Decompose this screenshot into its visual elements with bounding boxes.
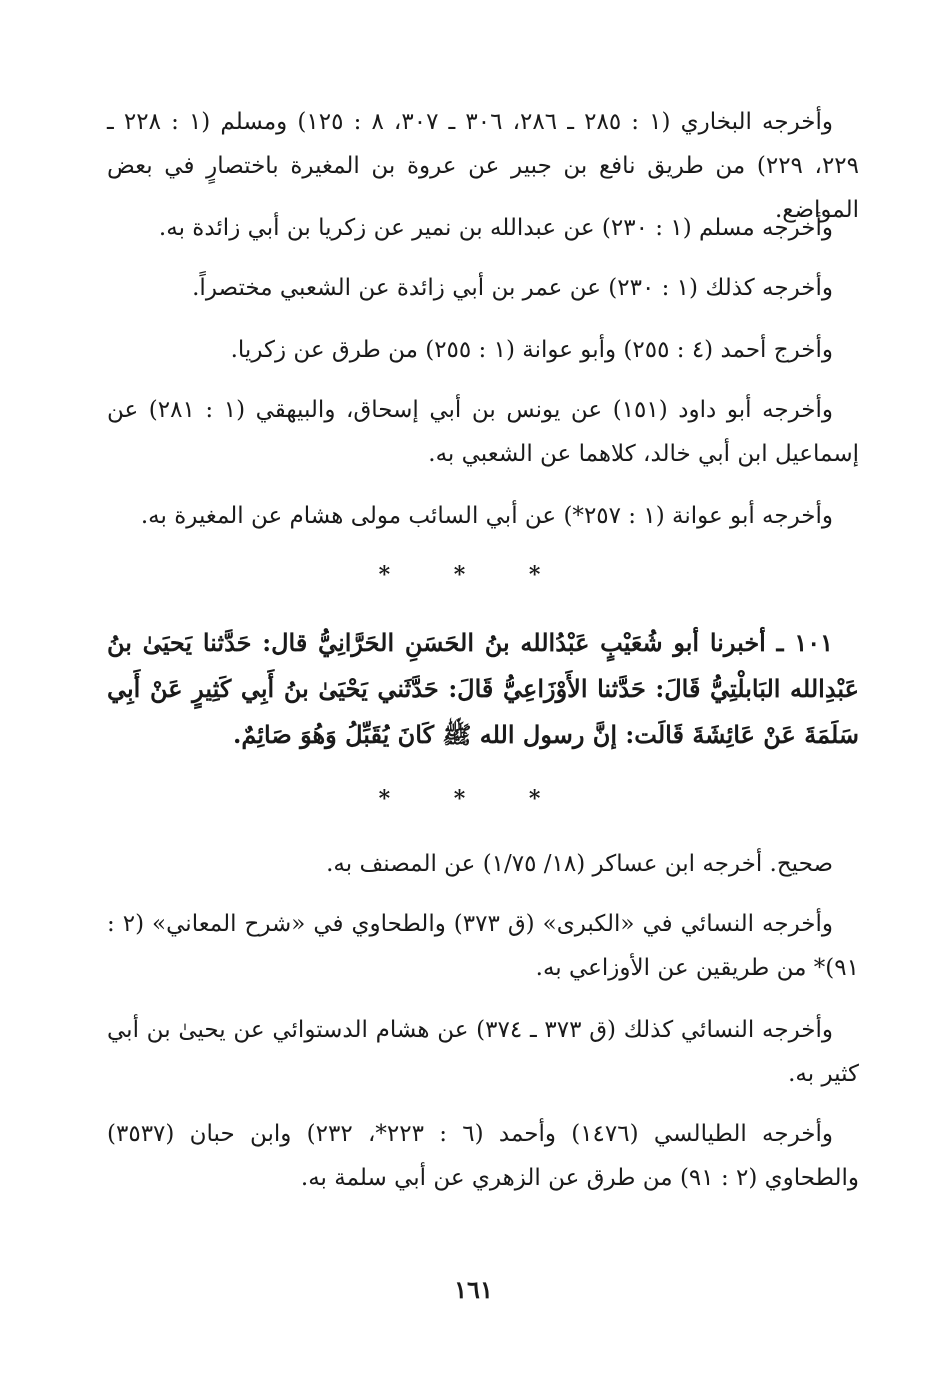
takhrij-paragraph: وأخرجه النسائي في «الكبرى» (ق ٣٧٣) والطحاوي في «شرح المعاني» (٢ : ٩١)* من طريقين عن الأوزاعي به. (107, 911, 859, 981)
footnote-paragraph: وأخرجه مسلم (١ : ٢٣٠) عن عبدالله بن نمير عن زكريا بن أبي زائدة به. (158, 215, 833, 241)
section-separator: * * * (378, 562, 569, 588)
footnote-paragraph: وأخرجه البخاري (١ : ٢٨٥ ـ ٢٨٦، ٣٠٦ ـ ٣٠٧، ٨ : ١٢٥) ومسلم (١ : ٢٢٨ ـ ٢٢٩، ٢٢٩) من طريق نافع بن جبير عن عروة بن المغيرة باختصارٍ في بعض المواضع. (107, 109, 860, 223)
page-number: ١٦١ (454, 1275, 493, 1304)
takhrij-paragraph: وأخرجه النسائي كذلك (ق ٣٧٣ ـ ٣٧٤) عن هشام الدستوائي عن يحيىٰ بن أبي كثير به. (107, 1017, 859, 1087)
footnote-paragraph: وأخرجه أبو داود (١٥١) عن يونس بن أبي إسحاق، والبيهقي (١ : ٢٨١) عن إسماعيل ابن أبي خالد، كلاهما عن الشعبي به. (107, 397, 859, 467)
section-separator: * * * (378, 786, 569, 812)
footnote-paragraph: وأخرجه كذلك (١ : ٢٣٠) عن عمر بن أبي زائدة عن الشعبي مختصراً. (192, 275, 833, 301)
footnote-paragraph: وأخرج أحمد (٤ : ٢٥٥) وأبو عوانة (١ : ٢٥٥) من طرق عن زكريا. (230, 337, 833, 363)
takhrij-paragraph: صحيح. أخرجه ابن عساكر (١٨/ ١/٧٥) عن المصنف به. (326, 851, 833, 877)
footnote-paragraph: وأخرجه أبو عوانة (١ : ٢٥٧*) عن أبي السائب مولى هشام عن المغيرة به. (140, 503, 833, 529)
hadith-text: ١٠١ ـ أخبرنا أبو شُعَيْبٍ عَبْدُالله بنُ الحَسَنِ الحَرَّانِيُّ قال: حَدَّثنا يَحيَىٰ بنُ عَبْدِالله البَابلْتِيُّ قَالَ: حَدَّثنا الأَوْزَاعِيُّ قَالَ: حَدَّثَني يَحْيَىٰ بنُ أَبِي كَثِيرٍ عَنْ أَبِي سَلَمَةَ عَنْ عَائِشَةَ قَالَت: إنَّ رسول الله ﷺ كَانَ يُقَبِّلُ وَهُوَ صَائِمٌ. (107, 628, 859, 749)
takhrij-paragraph: وأخرجه الطيالسي (١٤٧٦) وأحمد (٦ : ٢٢٣*، ٢٣٢) وابن حبان (٣٥٣٧) والطحاوي (٢ : ٩١) من طرق عن الزهري عن أبي سلمة به. (107, 1121, 859, 1191)
